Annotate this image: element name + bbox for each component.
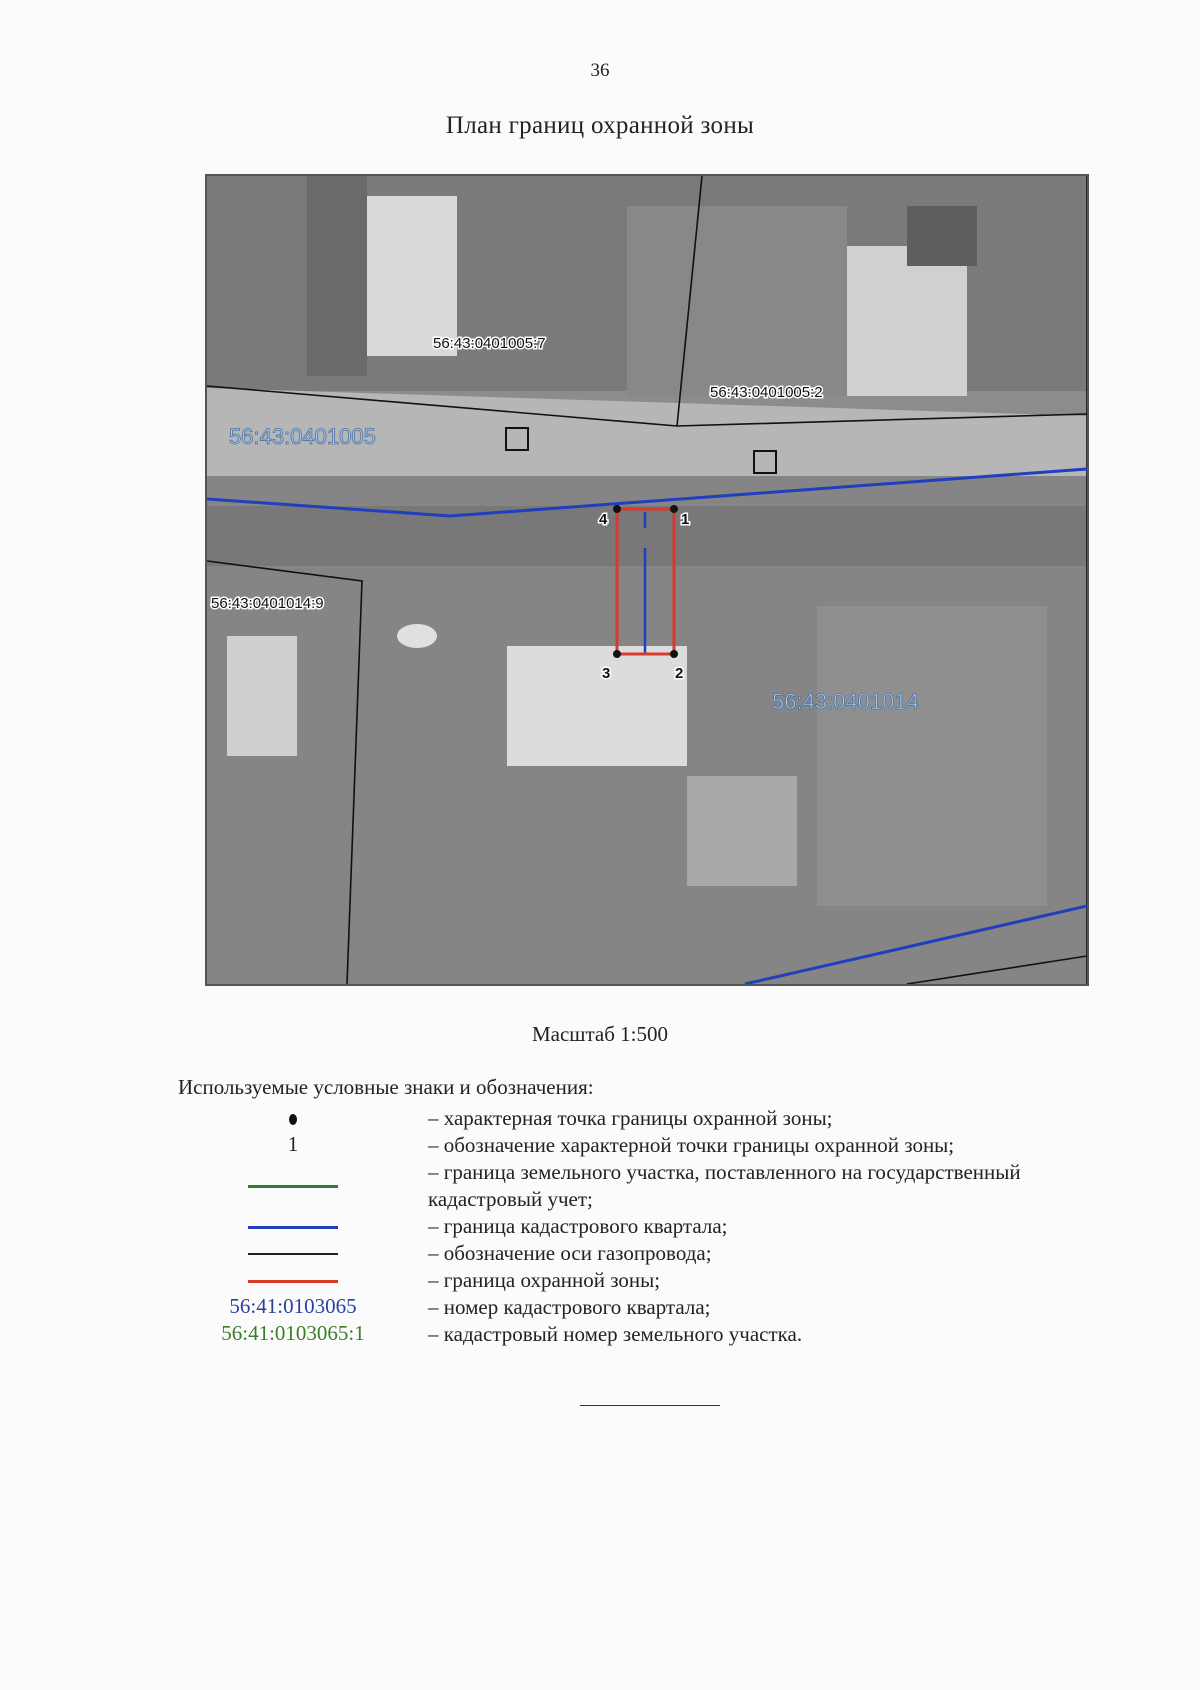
parcel-label: 56:43:0401005:7 <box>433 335 546 352</box>
point-label-3: 3 <box>602 665 611 682</box>
building <box>847 246 967 396</box>
legend-text: – обозначение оси газопровода; <box>428 1241 712 1265</box>
parcel-boundary-line-icon <box>248 1185 338 1188</box>
point-label-1: 1 <box>681 511 690 528</box>
point-label-2: 2 <box>675 665 684 682</box>
protection-zone-line-icon <box>248 1280 338 1283</box>
legend-title: Используемые условные знаки и обозначения: <box>178 1075 594 1099</box>
legend-text: – номер кадастрового квартала; <box>428 1295 711 1319</box>
point-dot-icon <box>289 1114 297 1125</box>
point-label-4: 4 <box>599 511 608 528</box>
legend-text: – граница кадастрового квартала; <box>428 1214 728 1238</box>
map-scale: Масштаб 1:500 <box>531 1022 668 1046</box>
legend-symbol: 1 <box>287 1132 299 1156</box>
zone-point <box>670 505 678 513</box>
legend-text: – граница охранной зоны; <box>428 1268 661 1292</box>
map-frame <box>205 174 1089 986</box>
quarter-boundary-line-icon <box>248 1226 338 1229</box>
parcel-label: 56:43:0401005:2 <box>710 384 823 401</box>
legend-text: – кадастровый номер земельного участка. <box>428 1322 803 1346</box>
page-title: План границ охранной зоны <box>445 112 755 139</box>
quarter-label: 56:43:0401014 <box>772 689 919 714</box>
legend-text: – обозначение характерной точки границы охранной зоны; <box>428 1133 955 1157</box>
legend-text: – характерная точка границы охранной зоны; <box>428 1106 833 1130</box>
zone-point <box>670 650 678 658</box>
end-rule <box>580 1405 720 1406</box>
zone-point <box>613 505 621 513</box>
quarter-label: 56:43:0401005 <box>229 424 376 449</box>
page-number: 36 <box>590 60 610 81</box>
zone-point <box>613 650 621 658</box>
pipeline-axis-line-icon <box>248 1253 338 1255</box>
parcel-label: 56:43:0401014:9 <box>211 595 324 612</box>
legend-symbol: 56:41:0103065:1 <box>221 1321 365 1345</box>
legend-symbol <box>178 1105 408 1130</box>
legend-symbol: 56:41:0103065 <box>229 1294 357 1318</box>
legend-text: – граница земельного участка, поставленного на государственный кадастровый учет; <box>428 1160 1021 1211</box>
map-canvas <box>207 176 1087 984</box>
building <box>227 636 297 756</box>
building <box>507 646 687 766</box>
